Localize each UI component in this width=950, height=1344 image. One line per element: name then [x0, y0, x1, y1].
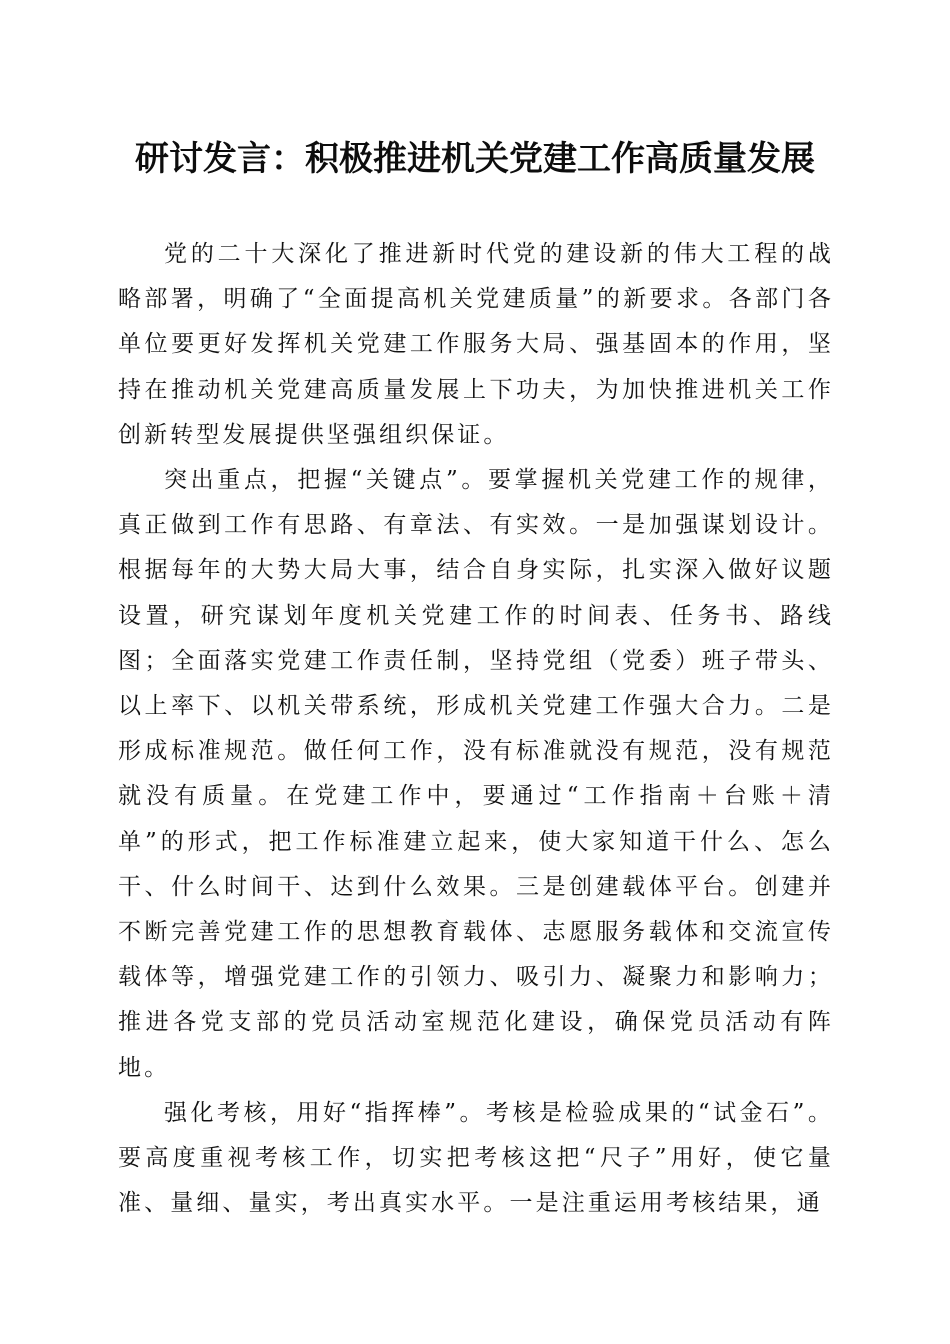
- paragraph-intro: 党的二十大深化了推进新时代党的建设新的伟大工程的战略部署，明确了“全面提高机关党建质量”的新要求。各部门各单位要更好发挥机关党建工作服务大局、强基固本的作用，坚持在推动机关党建高质量发展上下功夫，为加快推进机关工作创新转型发展提供坚强组织保证。: [118, 241, 834, 448]
- document-body: [118, 232, 834, 1226]
- document-title: 研讨发言：积极推进机关党建工作高质量发展: [135, 139, 815, 179]
- paragraph-assessment: 强化考核，用好“指挥棒”。考核是检验成果的“试金石”。要高度重视考核工作，切实把考核这把“尺子”用好，使它量准、量细、量实，考出真实水平。一是注重运用考核结果，通: [118, 1099, 834, 1217]
- paragraph-key-points: 突出重点，把握“关键点”。要掌握机关党建工作的规律，真正做到工作有思路、有章法、有实效。一是加强谋划设计。根据每年的大势大局大事，结合自身实际，扎实深入做好议题设置，研究谋划年度机关党建工作的时间表、任务书、路线图；全面落实党建工作责任制，坚持党组（党委）班子带头、以上率下、以机关带系统，形成机关党建工作强大合力。二是形成标准规范。做任何工作，没有标准就没有规范，没有规范就没有质量。在党建工作中，要通过“工作指南＋台账＋清单”的形式，把工作标准建立起来，使大家知道干什么、怎么干、什么时间干、达到什么效果。三是创建载体平台。创建并不断完善党建工作的思想教育载体、志愿服务载体和交流宣传载体等，增强党建工作的引领力、吸引力、凝聚力和影响力；推进各党支部的党员活动室规范化建设，确保党员活动有阵地。: [118, 467, 834, 1081]
